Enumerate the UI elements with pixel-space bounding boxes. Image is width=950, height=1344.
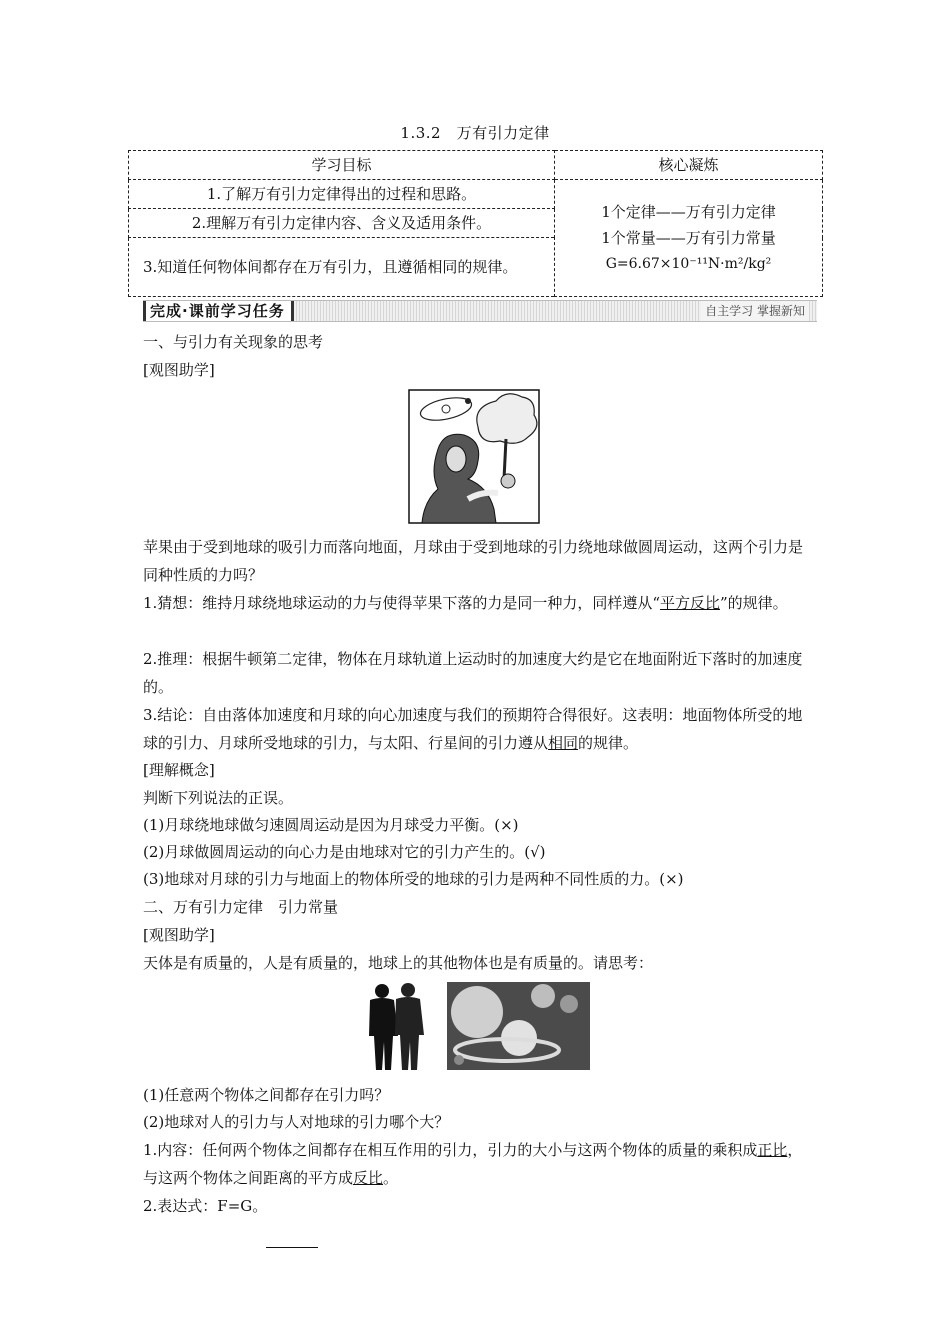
- banner-right-label: 自主学习 掌握新知: [701, 301, 809, 321]
- item3-post: 的规律。: [578, 734, 639, 752]
- goal-3: 3.知道任何物体间都存在万有引力，且遵循相同的规律。: [129, 238, 555, 297]
- question-2: (2)地球对人的引力与人对地球的引力哪个大？: [143, 1113, 450, 1131]
- judge-3: (3)地球对月球的引力与地面上的物体所受的地球的引力是两种不同性质的力。(×): [143, 870, 684, 888]
- judge-1: (1)月球绕地球做匀速圆周运动是因为月球受力平衡。(×): [143, 816, 519, 834]
- objectives-header: 学习目标: [129, 151, 555, 180]
- content-underline-1: 正比: [757, 1141, 788, 1159]
- page-title: 1.3.2 万有引力定律: [400, 124, 550, 142]
- core-header: 核心凝炼: [555, 151, 823, 180]
- observe-tag-2: [观图助学]: [143, 926, 215, 944]
- item3-pre: 3.结论：自由落体加速度和月球的向心加速度与我们的预期符合得很好。这表明：地面物体所受的地球的引力、月球所受地球的引力，与太阳、行星间的引力遵从: [143, 706, 803, 752]
- planets-photo-illustration: [447, 982, 590, 1070]
- fraction-line: [266, 1247, 318, 1248]
- law-expression: 2.表达式：F=G。: [143, 1197, 268, 1215]
- newton-figure: [408, 389, 540, 524]
- core-cell: [555, 180, 823, 297]
- content-mid: ，与这两个物体之间距离的平方成: [143, 1141, 803, 1187]
- section1-item2: 2.推理：根据牛顿第二定律，物体在月球轨道上运动时的加速度大约是它在地面附近下落时的加速度的。: [143, 650, 803, 696]
- content-post: 。: [383, 1169, 399, 1187]
- core-line-1: 1个定律——万有引力定律: [601, 203, 776, 221]
- item1-underline: 平方反比: [659, 594, 720, 612]
- item1-post: ”的规律。: [720, 594, 788, 612]
- content-pre: 1.内容：任何两个物体之间都存在相互作用的引力，引力的大小与这两个物体的质量的乘积成: [143, 1141, 758, 1159]
- goal-2: 2.理解万有引力定律内容、含义及适用条件。: [129, 209, 555, 238]
- section1-heading: 一、与引力有关现象的思考: [143, 333, 324, 351]
- section1-question: 苹果由于受到地球的吸引力而落向地面，月球由于受到地球的引力绕地球做圆周运动，这两个引力是同种性质的力吗？: [143, 538, 804, 584]
- content-underline-2: 反比: [353, 1169, 384, 1187]
- judge-prompt: 判断下列说法的正误。: [143, 789, 294, 807]
- concept-tag: [理解概念]: [143, 761, 215, 779]
- section1-item3: [143, 701, 810, 757]
- section-banner: [143, 300, 817, 322]
- objectives-table: [128, 150, 823, 297]
- newton-apple-illustration: [408, 389, 540, 524]
- question-1: (1)任意两个物体之间都存在引力吗？: [143, 1086, 390, 1104]
- section2-intro: 天体是有质量的，人是有质量的，地球上的其他物体也是有质量的。请思考：: [143, 954, 654, 972]
- two-silhouettes-illustration: [362, 982, 432, 1070]
- core-line-2: 1个常量——万有引力常量: [601, 229, 776, 247]
- law-content: [143, 1136, 810, 1192]
- planets-figure: [447, 982, 590, 1070]
- section2-heading: 二、万有引力定律 引力常量: [143, 898, 339, 916]
- core-line-3: G=6.67×10⁻¹¹N·m²/kg²: [605, 256, 772, 272]
- item1-pre: 1.猜想：维持月球绕地球运动的力与使得苹果下落的力是同一种力，同样遵从“: [143, 594, 660, 612]
- observe-tag-1: [观图助学]: [143, 361, 215, 379]
- people-figure: [362, 982, 432, 1070]
- judge-2: (2)月球做圆周运动的向心力是由地球对它的引力产生的。(√): [143, 843, 546, 861]
- banner-label: 完成·课前学习任务: [143, 301, 294, 321]
- item3-underline: 相同: [548, 734, 579, 752]
- section1-item1: [143, 589, 810, 617]
- goal-1: 1.了解万有引力定律得出的过程和思路。: [129, 180, 555, 209]
